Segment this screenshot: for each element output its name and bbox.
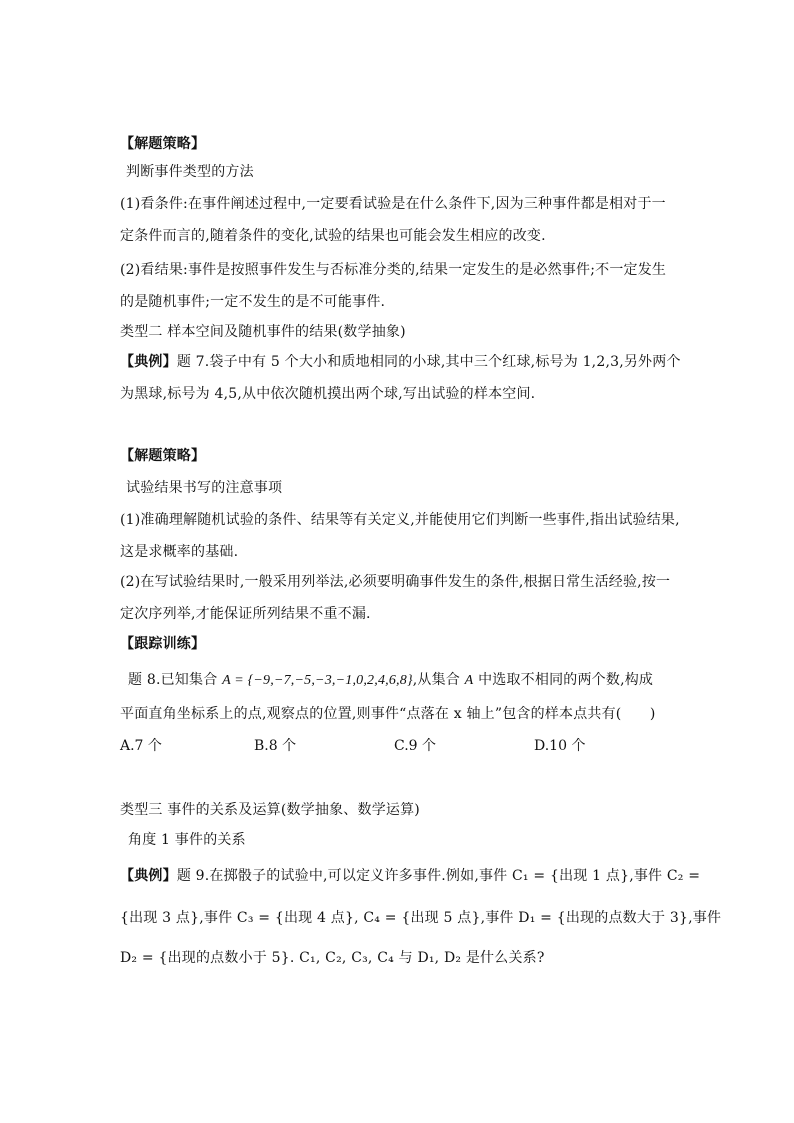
strategy-subtitle-1: 判断事件类型的方法: [126, 164, 254, 180]
option-c: C.9 个: [394, 738, 437, 754]
option-a: A.7 个: [120, 738, 162, 754]
example-label: 【典例】: [120, 354, 177, 370]
question-prefix: 题 8.已知集合: [128, 672, 223, 688]
example-text: 题 9.在掷骰子的试验中,可以定义许多事件.例如,事件 C₁ = {出现 1 点},事件 C₂ =: [176, 868, 701, 884]
question-rest: 中选取不相同的两个数,构成: [473, 672, 654, 688]
strategy-line: (2)在写试验结果时,一般采用列举法,必须要明确事件发生的条件,根据日常生活经验,按一: [120, 574, 671, 590]
angle-1-title: 角度 1 事件的关系: [128, 832, 246, 848]
strategy-heading-2: 【解题策略】: [120, 448, 206, 464]
practice-heading: 【跟踪训练】: [120, 636, 206, 652]
question-8-line1: [128, 670, 653, 691]
example-9-line3: D₂ = {出现的点数小于 5}. C₁, C₂, C₃, C₄ 与 D₁, D₂ 是什么关系?: [120, 950, 545, 966]
strategy-line: 这是求概率的基础.: [120, 544, 239, 560]
strategy-subtitle-2: 试验结果书写的注意事项: [126, 480, 283, 496]
strategy-line: (2)看结果:事件是按照事件发生与否标准分类的,结果一定发生的是必然事件;不一定发生: [120, 262, 667, 278]
strategy-heading-1: 【解题策略】: [120, 136, 206, 152]
option-b: B.8 个: [254, 738, 297, 754]
strategy-line: (1)准确理解随机试验的条件、结果等有关定义,并能使用它们判断一些事件,指出试验结果,: [120, 512, 680, 528]
strategy-line: 定条件而言的,随着条件的变化,试验的结果也可能会发生相应的改变.: [120, 228, 546, 244]
option-d: D.10 个: [534, 738, 586, 754]
type2-title: 类型二 样本空间及随机事件的结果(数学抽象): [120, 324, 406, 340]
example-7-line2: 为黑球,标号为 4,5,从中依次随机摸出两个球,写出试验的样本空间.: [120, 386, 536, 402]
set-expression: A = {−9,−7,−5,−3,−1,0,2,4,6,8}: [222, 673, 413, 688]
example-label: 【典例】: [120, 868, 177, 884]
strategy-line: 定次序列举,才能保证所列结果不重不漏.: [120, 606, 371, 622]
strategy-line: (1)看条件:在事件阐述过程中,一定要看试验是在什么条件下,因为三种事件都是相对于一: [120, 196, 666, 212]
question-mid: ,从集合: [412, 672, 465, 688]
example-9-line1: [120, 866, 700, 886]
type3-title: 类型三 事件的关系及运算(数学抽象、数学运算): [120, 802, 420, 818]
strategy-line: 的是随机事件;一定不发生的是不可能事件.: [120, 294, 386, 310]
question-8-line2: 平面直角坐标系上的点,观察点的位置,则事件“点落在 x 轴上”包含的样本点共有( ): [120, 706, 656, 722]
example-9-line2: {出现 3 点},事件 C₃ = {出现 4 点}, C₄ = {出现 5 点},事件 D₁ = {出现的点数大于 3},事件: [120, 910, 722, 926]
example-text: 题 7.袋子中有 5 个大小和质地相同的小球,其中三个红球,标号为 1,2,3,另外两个: [176, 354, 681, 370]
example-7-line1: [120, 352, 681, 372]
set-variable: A: [464, 673, 474, 688]
